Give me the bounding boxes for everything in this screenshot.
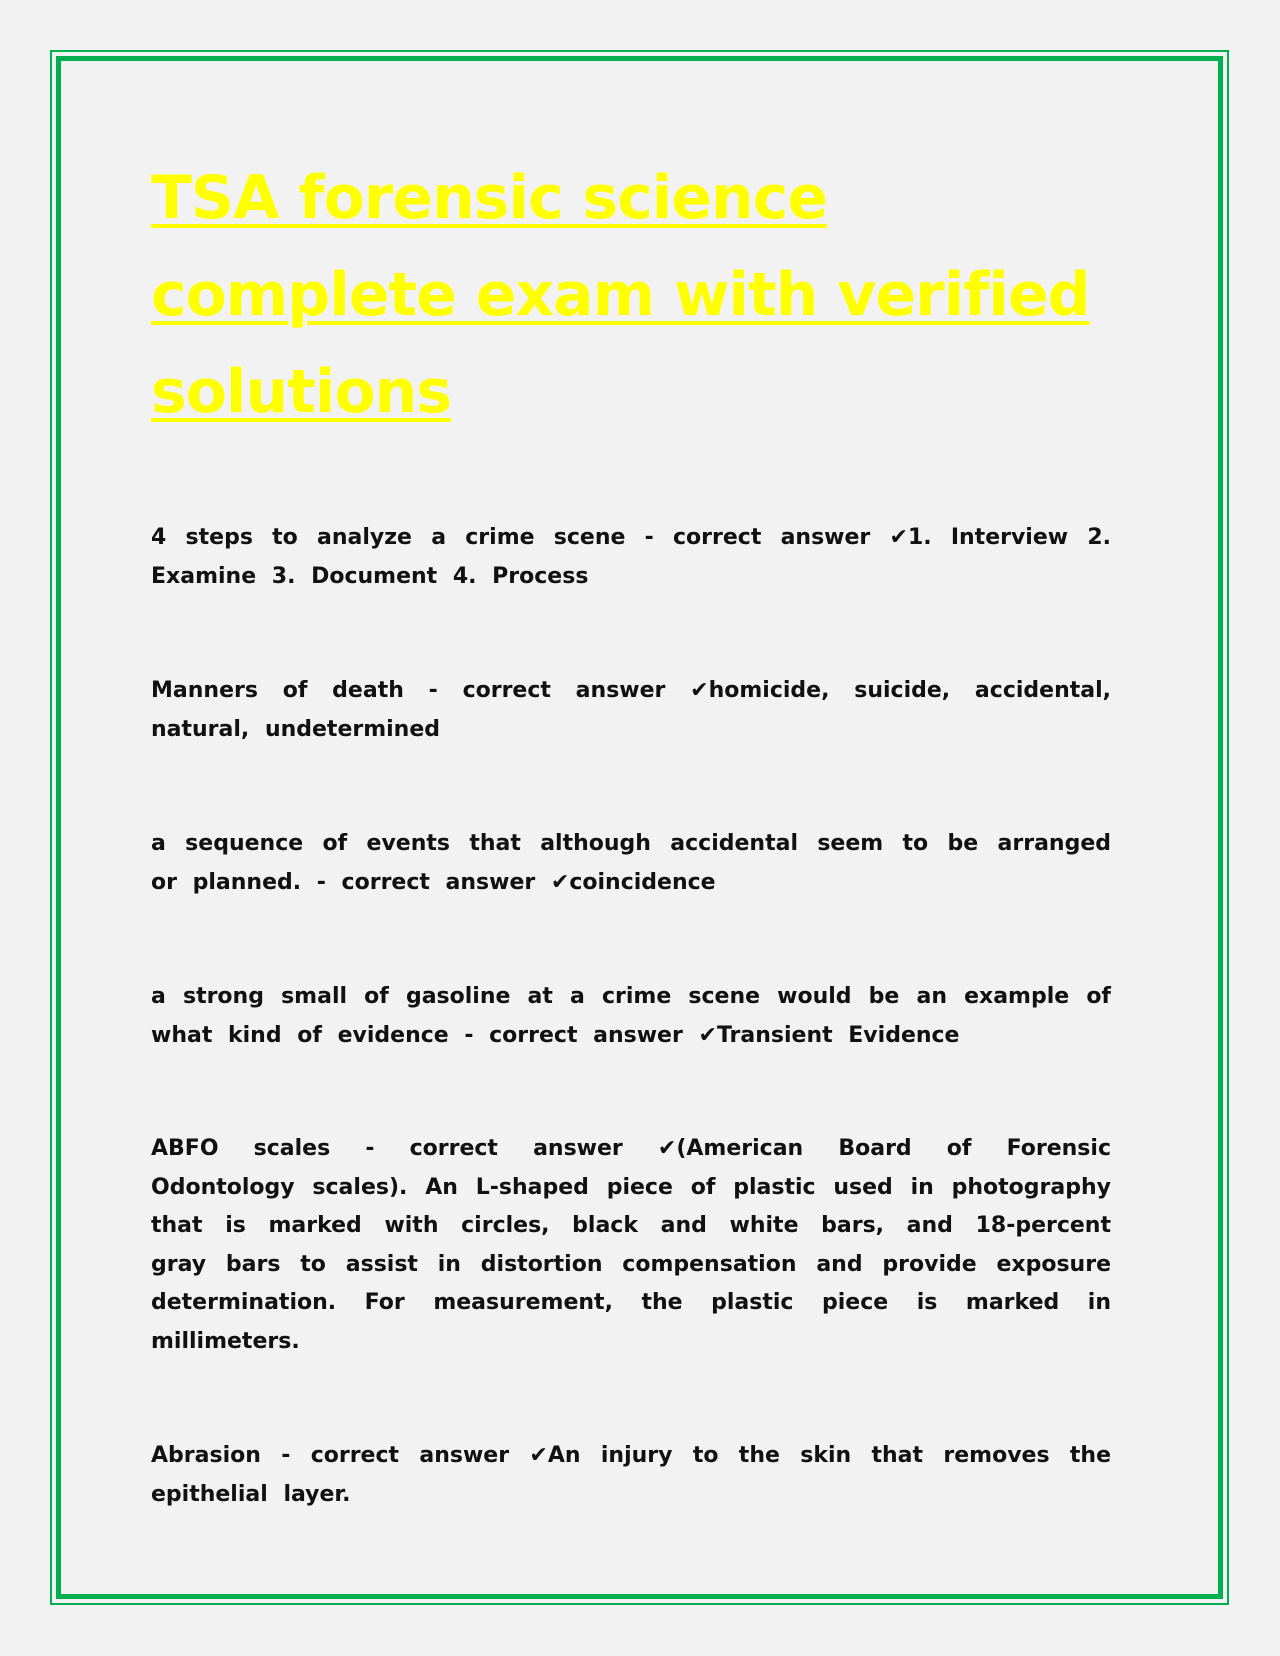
question-text: Manners of death - correct answer bbox=[151, 678, 691, 703]
answer-text: (American Board of Forensic Odontology scales). An L-shaped piece of plastic used in photography that is marked with circles, black and white bars, and 18-percent gray bars to assist in distortion compensation and provide exposure determination. For measurement, the plastic piece is marked in millimeters. bbox=[151, 1136, 1111, 1354]
checkmark-icon: ✔ bbox=[698, 1023, 717, 1048]
checkmark-icon: ✔ bbox=[690, 678, 709, 703]
qa-list bbox=[151, 518, 1111, 1514]
qa-item-coincidence bbox=[151, 824, 1111, 902]
qa-item-abfo-scales bbox=[151, 1130, 1111, 1361]
answer-text: coincidence bbox=[569, 870, 716, 895]
document-title: TSA forensic science complete exam with verified solutions bbox=[151, 163, 1090, 427]
checkmark-icon: ✔ bbox=[529, 1443, 548, 1468]
qa-item-crime-scene-steps bbox=[151, 518, 1111, 596]
question-text: a sequence of events that although accidental seem to be arranged or planned. - correct answer bbox=[151, 831, 1111, 895]
qa-item-abrasion bbox=[151, 1436, 1111, 1514]
document-body bbox=[151, 150, 1111, 1589]
answer-text: homicide, suicide, accidental, natural, undetermined bbox=[151, 678, 1111, 742]
question-text: a strong small of gasoline at a crime scene would be an example of what kind of evidence - correct answer bbox=[151, 984, 1111, 1048]
answer-text: 1. Interview 2. Examine 3. Document 4. Process bbox=[151, 525, 1111, 589]
checkmark-icon: ✔ bbox=[889, 525, 908, 550]
answer-text: Transient Evidence bbox=[716, 1023, 960, 1048]
checkmark-icon: ✔ bbox=[550, 870, 570, 895]
checkmark-icon: ✔ bbox=[657, 1136, 677, 1161]
question-text: Abrasion - correct answer bbox=[151, 1443, 530, 1468]
question-text: 4 steps to analyze a crime scene - correct answer bbox=[151, 525, 890, 550]
answer-text: An injury to the skin that removes the epithelial layer. bbox=[151, 1443, 1111, 1507]
question-text: ABFO scales - correct answer bbox=[151, 1136, 658, 1161]
qa-item-transient-evidence bbox=[151, 977, 1111, 1055]
qa-item-manners-of-death bbox=[151, 671, 1111, 749]
